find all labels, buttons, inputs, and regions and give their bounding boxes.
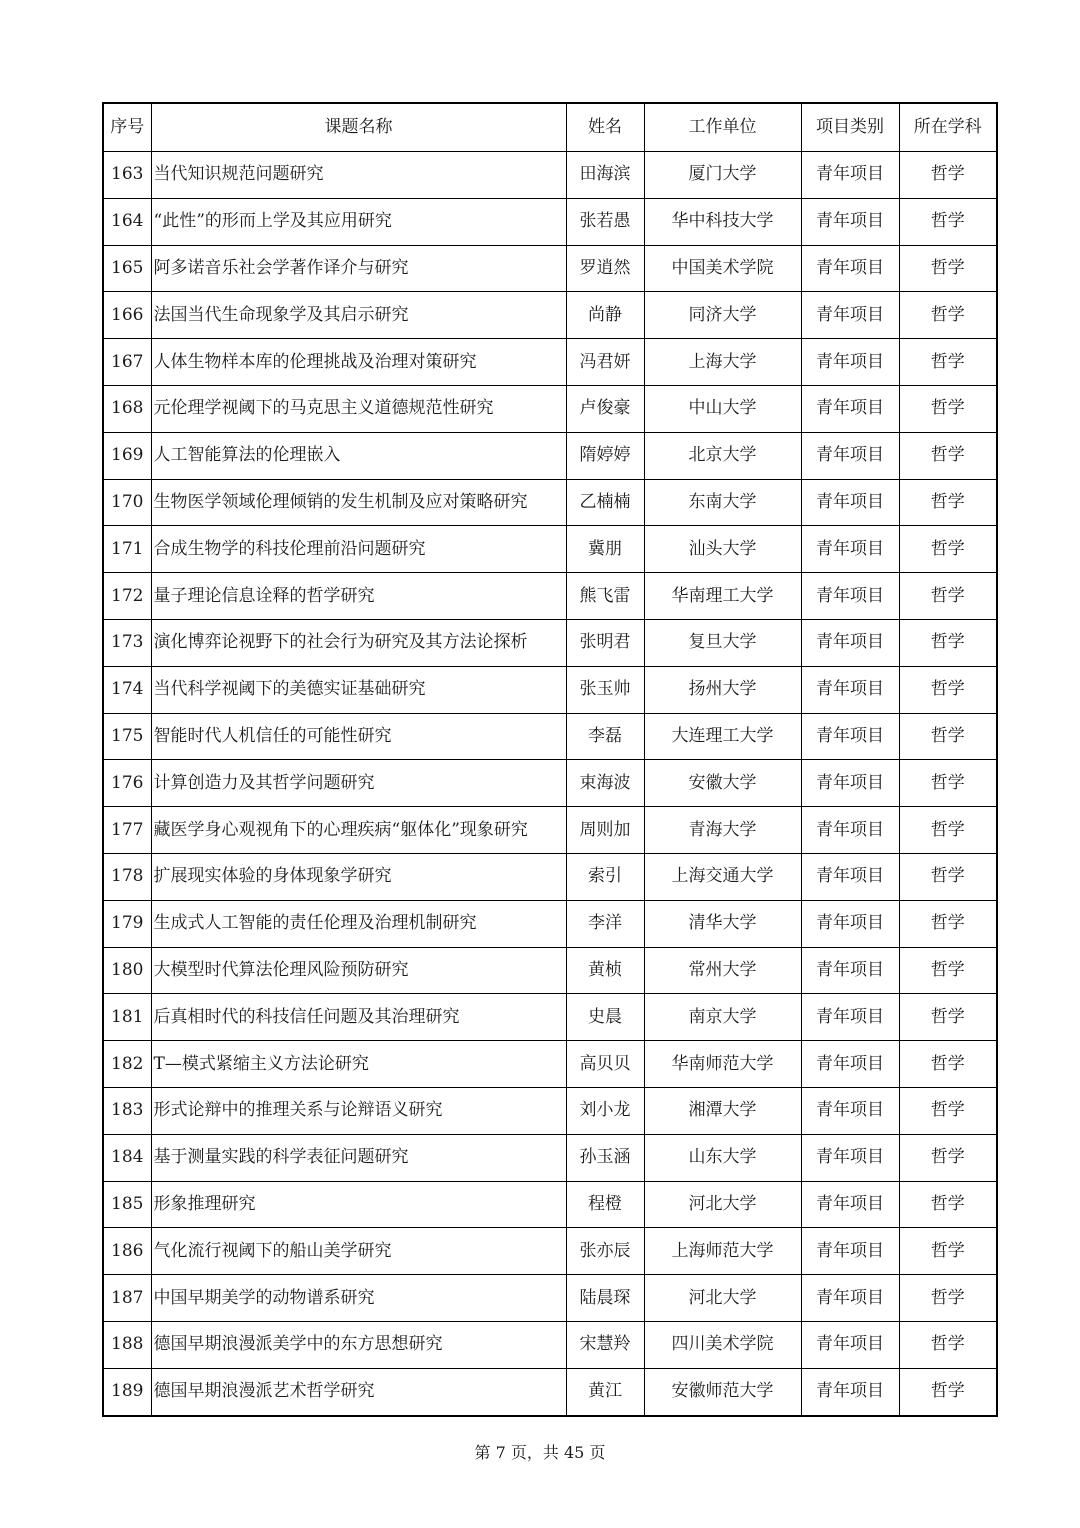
project-category: 青年项目 — [801, 339, 899, 386]
institution: 清华大学 — [644, 900, 801, 947]
institution: 河北大学 — [644, 1275, 801, 1322]
row-index: 172 — [103, 573, 151, 620]
project-title: 人体生物样本库的伦理挑战及治理对策研究 — [151, 339, 566, 386]
discipline: 哲学 — [899, 339, 997, 386]
institution: 东南大学 — [644, 479, 801, 526]
header-index: 序号 — [103, 103, 151, 152]
row-index: 170 — [103, 479, 151, 526]
project-category: 青年项目 — [801, 385, 899, 432]
researcher-name: 熊飞雷 — [566, 573, 644, 620]
institution: 中山大学 — [644, 385, 801, 432]
project-title: 法国当代生命现象学及其启示研究 — [151, 292, 566, 339]
project-title: 德国早期浪漫派美学中的东方思想研究 — [151, 1321, 566, 1368]
institution: 山东大学 — [644, 1134, 801, 1181]
researcher-name: 隋婷婷 — [566, 432, 644, 479]
row-index: 185 — [103, 1181, 151, 1228]
row-index: 169 — [103, 432, 151, 479]
project-title: 德国早期浪漫派艺术哲学研究 — [151, 1368, 566, 1415]
discipline: 哲学 — [899, 1134, 997, 1181]
researcher-name: 张亦辰 — [566, 1228, 644, 1275]
table-row — [103, 198, 997, 245]
row-index: 186 — [103, 1228, 151, 1275]
institution: 四川美术学院 — [644, 1321, 801, 1368]
table-body — [103, 152, 997, 1416]
table-row — [103, 947, 997, 994]
project-category: 青年项目 — [801, 994, 899, 1041]
project-title: 量子理论信息诠释的哲学研究 — [151, 573, 566, 620]
project-title: 生成式人工智能的责任伦理及治理机制研究 — [151, 900, 566, 947]
project-title: 扩展现实体验的身体现象学研究 — [151, 853, 566, 900]
project-title: 人工智能算法的伦理嵌入 — [151, 432, 566, 479]
institution: 华南师范大学 — [644, 1041, 801, 1088]
institution: 复旦大学 — [644, 619, 801, 666]
row-index: 187 — [103, 1275, 151, 1322]
researcher-name: 乙楠楠 — [566, 479, 644, 526]
researcher-name: 史晨 — [566, 994, 644, 1041]
project-category: 青年项目 — [801, 853, 899, 900]
discipline: 哲学 — [899, 619, 997, 666]
discipline: 哲学 — [899, 666, 997, 713]
table-row — [103, 1087, 997, 1134]
row-index: 174 — [103, 666, 151, 713]
institution: 汕头大学 — [644, 526, 801, 573]
row-index: 165 — [103, 245, 151, 292]
row-index: 175 — [103, 713, 151, 760]
project-category: 青年项目 — [801, 760, 899, 807]
table-row — [103, 573, 997, 620]
researcher-name: 高贝贝 — [566, 1041, 644, 1088]
researcher-name: 李洋 — [566, 900, 644, 947]
researcher-name: 孙玉涵 — [566, 1134, 644, 1181]
institution: 常州大学 — [644, 947, 801, 994]
project-category: 青年项目 — [801, 1134, 899, 1181]
discipline: 哲学 — [899, 1041, 997, 1088]
discipline: 哲学 — [899, 994, 997, 1041]
discipline: 哲学 — [899, 526, 997, 573]
project-title: 形象推理研究 — [151, 1181, 566, 1228]
discipline: 哲学 — [899, 853, 997, 900]
table-row — [103, 1228, 997, 1275]
researcher-name: 黄桢 — [566, 947, 644, 994]
project-title: 合成生物学的科技伦理前沿问题研究 — [151, 526, 566, 573]
project-title: “此性”的形而上学及其应用研究 — [151, 198, 566, 245]
project-title: 生物医学领域伦理倾销的发生机制及应对策略研究 — [151, 479, 566, 526]
institution: 华南理工大学 — [644, 573, 801, 620]
discipline: 哲学 — [899, 432, 997, 479]
institution: 上海师范大学 — [644, 1228, 801, 1275]
table-row — [103, 152, 997, 199]
row-index: 171 — [103, 526, 151, 573]
project-title: 基于测量实践的科学表征问题研究 — [151, 1134, 566, 1181]
project-category: 青年项目 — [801, 1181, 899, 1228]
researcher-name: 宋慧羚 — [566, 1321, 644, 1368]
table-row — [103, 760, 997, 807]
discipline: 哲学 — [899, 1181, 997, 1228]
institution: 华中科技大学 — [644, 198, 801, 245]
project-category: 青年项目 — [801, 573, 899, 620]
institution: 扬州大学 — [644, 666, 801, 713]
project-category: 青年项目 — [801, 713, 899, 760]
project-category: 青年项目 — [801, 1275, 899, 1322]
row-index: 183 — [103, 1087, 151, 1134]
row-index: 184 — [103, 1134, 151, 1181]
researcher-name: 张明君 — [566, 619, 644, 666]
discipline: 哲学 — [899, 152, 997, 199]
row-index: 166 — [103, 292, 151, 339]
discipline: 哲学 — [899, 1087, 997, 1134]
discipline: 哲学 — [899, 807, 997, 854]
discipline: 哲学 — [899, 1275, 997, 1322]
discipline: 哲学 — [899, 1228, 997, 1275]
project-category: 青年项目 — [801, 152, 899, 199]
discipline: 哲学 — [899, 573, 997, 620]
header-category: 项目类别 — [801, 103, 899, 152]
researcher-name: 索引 — [566, 853, 644, 900]
researcher-name: 张若愚 — [566, 198, 644, 245]
project-title: 演化博弈论视野下的社会行为研究及其方法论探析 — [151, 619, 566, 666]
header-name: 姓名 — [566, 103, 644, 152]
researcher-name: 田海滨 — [566, 152, 644, 199]
table-row — [103, 713, 997, 760]
table-row — [103, 432, 997, 479]
project-category: 青年项目 — [801, 807, 899, 854]
table-row — [103, 385, 997, 432]
row-index: 164 — [103, 198, 151, 245]
table-row — [103, 900, 997, 947]
row-index: 179 — [103, 900, 151, 947]
researcher-name: 冀朋 — [566, 526, 644, 573]
researcher-name: 黄江 — [566, 1368, 644, 1415]
institution: 湘潭大学 — [644, 1087, 801, 1134]
researcher-name: 冯君妍 — [566, 339, 644, 386]
project-category: 青年项目 — [801, 1041, 899, 1088]
row-index: 182 — [103, 1041, 151, 1088]
project-title: T—模式紧缩主义方法论研究 — [151, 1041, 566, 1088]
table-row — [103, 1275, 997, 1322]
table-header-row — [103, 103, 997, 152]
project-table — [102, 102, 998, 1417]
project-title: 当代知识规范问题研究 — [151, 152, 566, 199]
discipline: 哲学 — [899, 479, 997, 526]
row-index: 176 — [103, 760, 151, 807]
header-institution: 工作单位 — [644, 103, 801, 152]
researcher-name: 尚静 — [566, 292, 644, 339]
project-category: 青年项目 — [801, 1321, 899, 1368]
table-row — [103, 853, 997, 900]
project-category: 青年项目 — [801, 479, 899, 526]
project-title: 后真相时代的科技信任问题及其治理研究 — [151, 994, 566, 1041]
researcher-name: 程橙 — [566, 1181, 644, 1228]
project-category: 青年项目 — [801, 900, 899, 947]
project-title: 智能时代人机信任的可能性研究 — [151, 713, 566, 760]
table-row — [103, 1134, 997, 1181]
discipline: 哲学 — [899, 198, 997, 245]
institution: 同济大学 — [644, 292, 801, 339]
researcher-name: 周则加 — [566, 807, 644, 854]
researcher-name: 束海波 — [566, 760, 644, 807]
row-index: 163 — [103, 152, 151, 199]
row-index: 181 — [103, 994, 151, 1041]
row-index: 177 — [103, 807, 151, 854]
project-category: 青年项目 — [801, 1368, 899, 1415]
row-index: 189 — [103, 1368, 151, 1415]
row-index: 180 — [103, 947, 151, 994]
institution: 安徽大学 — [644, 760, 801, 807]
discipline: 哲学 — [899, 1321, 997, 1368]
institution: 大连理工大学 — [644, 713, 801, 760]
table-row — [103, 292, 997, 339]
table-row — [103, 1368, 997, 1415]
researcher-name: 卢俊豪 — [566, 385, 644, 432]
project-title: 中国早期美学的动物谱系研究 — [151, 1275, 566, 1322]
project-category: 青年项目 — [801, 198, 899, 245]
institution: 厦门大学 — [644, 152, 801, 199]
institution: 河北大学 — [644, 1181, 801, 1228]
institution: 安徽师范大学 — [644, 1368, 801, 1415]
table-row — [103, 994, 997, 1041]
project-title: 元伦理学视阈下的马克思主义道德规范性研究 — [151, 385, 566, 432]
header-discipline: 所在学科 — [899, 103, 997, 152]
institution: 南京大学 — [644, 994, 801, 1041]
project-category: 青年项目 — [801, 1228, 899, 1275]
discipline: 哲学 — [899, 713, 997, 760]
project-category: 青年项目 — [801, 245, 899, 292]
institution: 上海大学 — [644, 339, 801, 386]
discipline: 哲学 — [899, 385, 997, 432]
project-title: 计算创造力及其哲学问题研究 — [151, 760, 566, 807]
project-title: 形式论辩中的推理关系与论辩语义研究 — [151, 1087, 566, 1134]
researcher-name: 刘小龙 — [566, 1087, 644, 1134]
institution: 中国美术学院 — [644, 245, 801, 292]
discipline: 哲学 — [899, 292, 997, 339]
project-category: 青年项目 — [801, 1087, 899, 1134]
researcher-name: 罗逍然 — [566, 245, 644, 292]
table-row — [103, 479, 997, 526]
researcher-name: 李磊 — [566, 713, 644, 760]
project-title: 大模型时代算法伦理风险预防研究 — [151, 947, 566, 994]
table-row — [103, 807, 997, 854]
project-title: 当代科学视阈下的美德实证基础研究 — [151, 666, 566, 713]
table-row — [103, 619, 997, 666]
researcher-name: 陆晨琛 — [566, 1275, 644, 1322]
discipline: 哲学 — [899, 245, 997, 292]
row-index: 168 — [103, 385, 151, 432]
project-category: 青年项目 — [801, 292, 899, 339]
row-index: 173 — [103, 619, 151, 666]
table-row — [103, 526, 997, 573]
table-row — [103, 1041, 997, 1088]
project-category: 青年项目 — [801, 666, 899, 713]
table-row — [103, 1181, 997, 1228]
project-category: 青年项目 — [801, 432, 899, 479]
project-title: 藏医学身心观视角下的心理疾病“躯体化”现象研究 — [151, 807, 566, 854]
discipline: 哲学 — [899, 900, 997, 947]
discipline: 哲学 — [899, 1368, 997, 1415]
row-index: 178 — [103, 853, 151, 900]
table-row — [103, 339, 997, 386]
researcher-name: 张玉帅 — [566, 666, 644, 713]
project-category: 青年项目 — [801, 947, 899, 994]
page-footer: 第 7 页，共 45 页 — [474, 1443, 606, 1462]
institution: 北京大学 — [644, 432, 801, 479]
project-category: 青年项目 — [801, 526, 899, 573]
table-row — [103, 1321, 997, 1368]
row-index: 188 — [103, 1321, 151, 1368]
project-title: 阿多诺音乐社会学著作译介与研究 — [151, 245, 566, 292]
project-title: 气化流行视阈下的船山美学研究 — [151, 1228, 566, 1275]
table-row — [103, 666, 997, 713]
table-row — [103, 245, 997, 292]
header-title: 课题名称 — [151, 103, 566, 152]
project-category: 青年项目 — [801, 619, 899, 666]
institution: 上海交通大学 — [644, 853, 801, 900]
discipline: 哲学 — [899, 760, 997, 807]
row-index: 167 — [103, 339, 151, 386]
discipline: 哲学 — [899, 947, 997, 994]
institution: 青海大学 — [644, 807, 801, 854]
